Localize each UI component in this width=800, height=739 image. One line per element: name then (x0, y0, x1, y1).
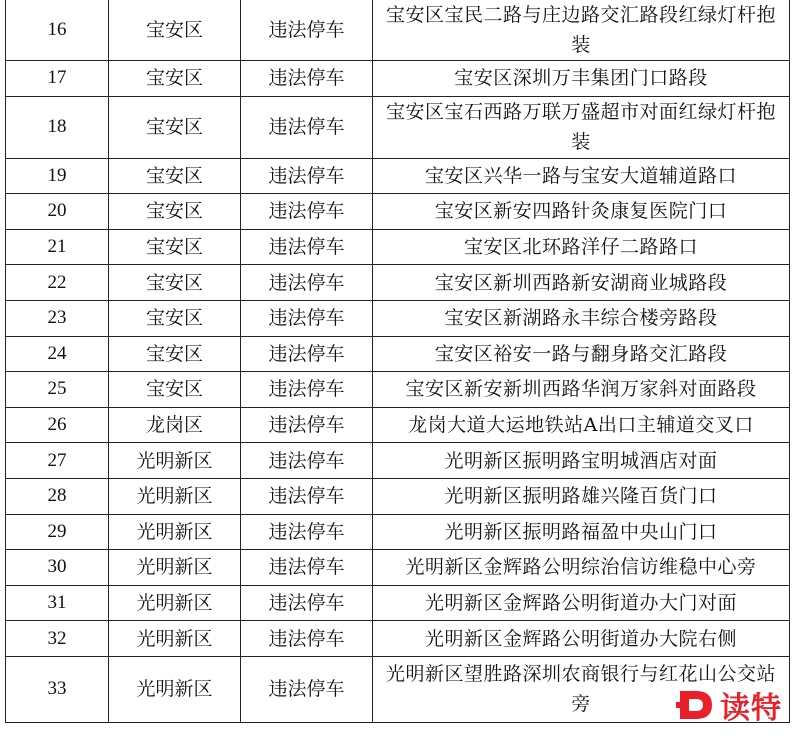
table-row (6, 514, 790, 550)
violation-type-cell: 违法停车 (241, 585, 373, 621)
violation-type-cell: 违法停车 (241, 443, 373, 479)
table-row (6, 443, 790, 479)
location-cell: 宝安区北环路洋仔二路路口 (373, 229, 790, 265)
location-cell: 光明新区振明路宝明城酒店对面 (373, 443, 790, 479)
table-body (6, 0, 790, 722)
row-number: 26 (6, 407, 109, 443)
table-row (6, 96, 790, 158)
table-row (6, 265, 790, 301)
location-cell: 宝安区宝石西路万联万盛超市对面红绿灯杆抱装 (373, 96, 790, 158)
district-cell: 光明新区 (109, 621, 241, 657)
d-logo-icon (676, 688, 716, 722)
table-row (6, 229, 790, 265)
district-cell: 宝安区 (109, 194, 241, 230)
table-row (6, 372, 790, 408)
district-cell: 宝安区 (109, 229, 241, 265)
row-number: 17 (6, 61, 109, 97)
district-cell: 光明新区 (109, 656, 241, 722)
violation-type-cell: 违法停车 (241, 0, 373, 61)
district-cell: 宝安区 (109, 96, 241, 158)
location-cell: 宝安区新湖路永丰综合楼旁路段 (373, 300, 790, 336)
location-cell: 光明新区金辉路公明街道办大门对面 (373, 585, 790, 621)
row-number: 33 (6, 656, 109, 722)
violation-type-cell: 违法停车 (241, 550, 373, 586)
location-cell: 宝安区宝民二路与庄边路交汇路段红绿灯杆抱装 (373, 0, 790, 61)
dute-watermark (676, 683, 782, 727)
row-number: 22 (6, 265, 109, 301)
violation-type-cell: 违法停车 (241, 96, 373, 158)
location-cell: 宝安区新安四路针灸康复医院门口 (373, 194, 790, 230)
row-number: 32 (6, 621, 109, 657)
row-number: 24 (6, 336, 109, 372)
row-number: 21 (6, 229, 109, 265)
table-row (6, 656, 790, 722)
row-number: 23 (6, 300, 109, 336)
table-row (6, 0, 790, 61)
violation-type-cell: 违法停车 (241, 407, 373, 443)
district-cell: 光明新区 (109, 550, 241, 586)
row-number: 29 (6, 514, 109, 550)
violation-type-cell: 违法停车 (241, 61, 373, 97)
row-number: 25 (6, 372, 109, 408)
table-row (6, 407, 790, 443)
violation-type-cell: 违法停车 (241, 621, 373, 657)
location-cell: 龙岗大道大运地铁站A出口主辅道交叉口 (373, 407, 790, 443)
district-cell: 宝安区 (109, 300, 241, 336)
district-cell: 宝安区 (109, 336, 241, 372)
location-cell: 光明新区振明路福盈中央山门口 (373, 514, 790, 550)
row-number: 31 (6, 585, 109, 621)
table-row (6, 158, 790, 194)
violation-location-table (5, 0, 790, 723)
location-cell: 光明新区金辉路公明街道办大院右侧 (373, 621, 790, 657)
district-cell: 宝安区 (109, 0, 241, 61)
violation-type-cell: 违法停车 (241, 229, 373, 265)
district-cell: 宝安区 (109, 372, 241, 408)
violation-type-cell: 违法停车 (241, 194, 373, 230)
district-cell: 光明新区 (109, 514, 241, 550)
violation-type-cell: 违法停车 (241, 336, 373, 372)
table-row (6, 336, 790, 372)
violation-type-cell: 违法停车 (241, 478, 373, 514)
table-row (6, 61, 790, 97)
district-cell: 光明新区 (109, 585, 241, 621)
table-row (6, 194, 790, 230)
district-cell: 光明新区 (109, 443, 241, 479)
district-cell: 宝安区 (109, 158, 241, 194)
violation-type-cell: 违法停车 (241, 514, 373, 550)
district-cell: 宝安区 (109, 61, 241, 97)
table-row (6, 300, 790, 336)
table-row (6, 478, 790, 514)
violation-type-cell: 违法停车 (241, 656, 373, 722)
district-cell: 宝安区 (109, 265, 241, 301)
violation-type-cell: 违法停车 (241, 372, 373, 408)
row-number: 16 (6, 0, 109, 61)
table-row (6, 550, 790, 586)
location-cell: 宝安区深圳万丰集团门口路段 (373, 61, 790, 97)
district-cell: 光明新区 (109, 478, 241, 514)
location-cell: 光明新区望胜路深圳农商银行与红花山公交站旁 (373, 656, 790, 722)
violation-type-cell: 违法停车 (241, 300, 373, 336)
location-cell: 光明新区金辉路公明综治信访维稳中心旁 (373, 550, 790, 586)
location-cell: 宝安区兴华一路与宝安大道辅道路口 (373, 158, 790, 194)
location-cell: 宝安区新安新圳西路华润万家斜对面路段 (373, 372, 790, 408)
violation-type-cell: 违法停车 (241, 265, 373, 301)
violation-type-cell: 违法停车 (241, 158, 373, 194)
row-number: 19 (6, 158, 109, 194)
table-row (6, 621, 790, 657)
location-cell: 宝安区裕安一路与翻身路交汇路段 (373, 336, 790, 372)
watermark-text: 读特 (720, 691, 782, 726)
row-number: 28 (6, 478, 109, 514)
table-row (6, 585, 790, 621)
row-number: 18 (6, 96, 109, 158)
district-cell: 龙岗区 (109, 407, 241, 443)
row-number: 20 (6, 194, 109, 230)
location-cell: 光明新区振明路雄兴隆百货门口 (373, 478, 790, 514)
row-number: 30 (6, 550, 109, 586)
location-cell: 宝安区新圳西路新安湖商业城路段 (373, 265, 790, 301)
row-number: 27 (6, 443, 109, 479)
